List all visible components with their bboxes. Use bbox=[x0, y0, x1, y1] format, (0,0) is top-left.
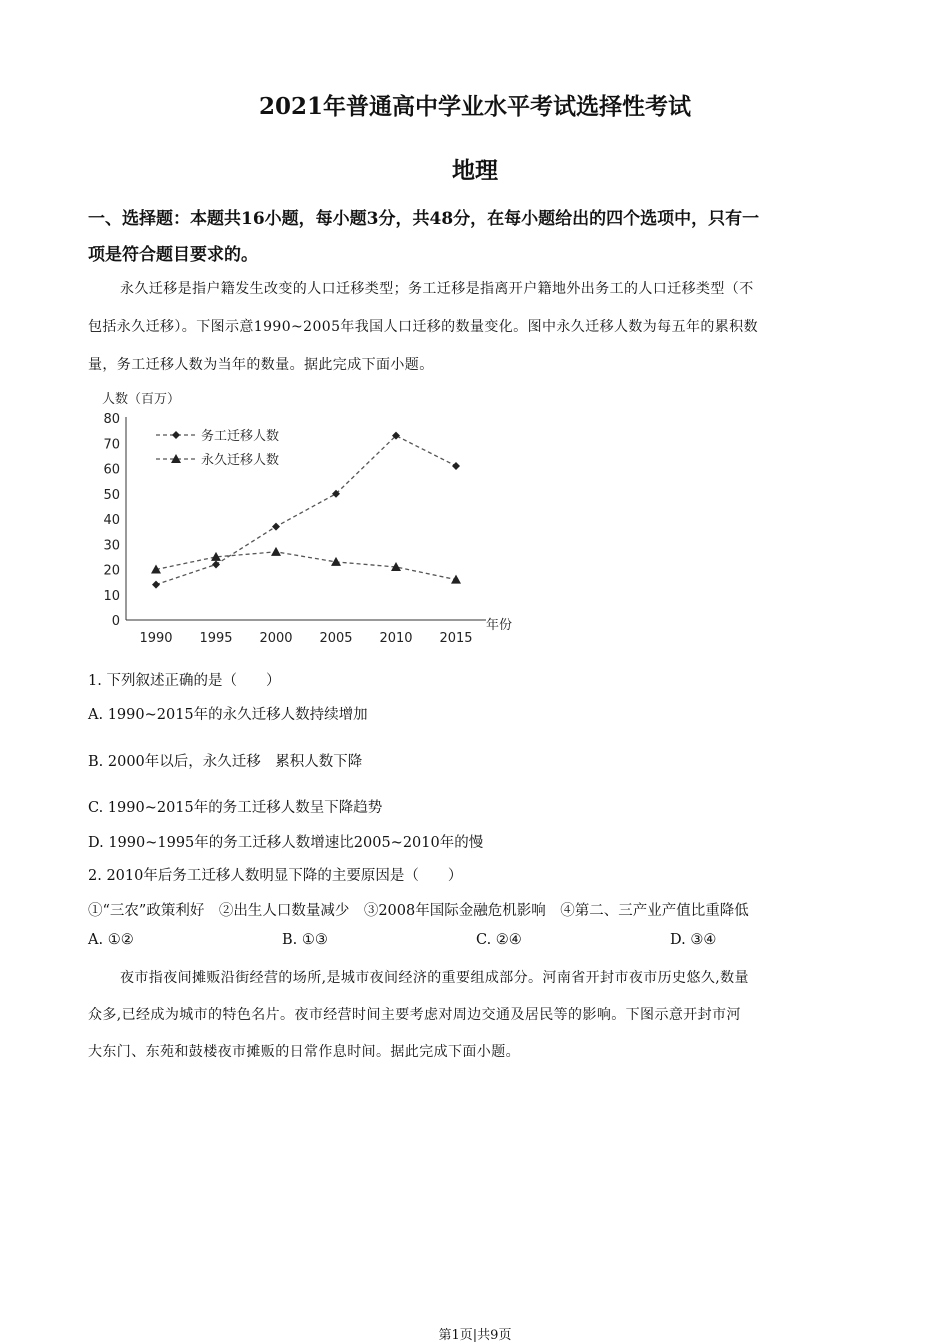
y-tick-label: 30 bbox=[103, 538, 120, 554]
permanent-data-point bbox=[271, 547, 281, 556]
y-tick-label: 0 bbox=[111, 614, 120, 629]
passage1-line3: 量，务工迁移人数为当年的数量。据此完成下面小题。 bbox=[88, 357, 434, 373]
permanent-data-point bbox=[451, 575, 461, 584]
x-tick-label: 1990 bbox=[139, 631, 173, 646]
section-heading-line1: 一、选择题：本题共16小题，每小题3分，共48分，在每小题给出的四个选项中，只有一 bbox=[88, 209, 760, 229]
exam-title: 2021年普通高中学业水平考试选择性考试 bbox=[258, 93, 691, 120]
worker-data-point bbox=[152, 581, 160, 589]
q1-option-c: C. 1990~2015年的务工迁移人数呈下降趋势 bbox=[88, 800, 383, 816]
x-tick-label: 2015 bbox=[439, 631, 473, 646]
q2-option-c: C. ②④ bbox=[476, 932, 522, 948]
q2-stem: 2. 2010年后务工迁移人数明显下降的主要原因是（ ） bbox=[88, 868, 463, 884]
q1-option-a: A. 1990~2015年的永久迁移人数持续增加 bbox=[88, 707, 368, 723]
page-footer: 第1页|共9页 bbox=[438, 1328, 512, 1343]
y-tick-label: 20 bbox=[103, 563, 120, 579]
x-tick-label: 1995 bbox=[199, 631, 233, 646]
q2-statements: ①“三农”政策利好 ②出生人口数量减少 ③2008年国际金融危机影响 ④第二、三产业产值比重降低 bbox=[88, 903, 749, 919]
passage1-line2: 包括永久迁移）。下图示意1990~2005年我国人口迁移的数量变化。图中永久迁移人数为每五年的累积数 bbox=[88, 319, 758, 335]
q2-option-d: D. ③④ bbox=[670, 932, 717, 948]
x-tick-label: 2005 bbox=[319, 631, 353, 646]
worker-data-point bbox=[212, 560, 220, 568]
y-tick-label: 50 bbox=[103, 487, 120, 503]
section-heading-line2: 项是符合题目要求的。 bbox=[88, 245, 258, 265]
y-tick-label: 80 bbox=[103, 412, 120, 427]
legend-label-worker: 务工迁移人数 bbox=[201, 429, 280, 444]
passage2-line2: 众多,已经成为城市的特色名片。夜市经营时间主要考虑对周边交通及居民等的影响。下图示意开封市河 bbox=[88, 1007, 741, 1023]
x-axis-label: 年份 bbox=[486, 618, 513, 633]
y-tick-label: 70 bbox=[103, 437, 120, 453]
q1-option-b: B. 2000年以后，永久迁移 累积人数下降 bbox=[88, 754, 363, 770]
x-tick-label: 2000 bbox=[259, 631, 293, 646]
q1-stem: 1. 下列叙述正确的是（ ） bbox=[88, 673, 281, 689]
y-tick-label: 60 bbox=[103, 462, 120, 478]
q1-option-d: D. 1990~1995年的务工迁移人数增速比2005~2010年的慢 bbox=[88, 835, 484, 851]
y-tick-label: 40 bbox=[103, 513, 120, 528]
worker-data-point bbox=[272, 523, 280, 531]
series-line-permanent bbox=[156, 552, 456, 580]
passage2-line3: 大东门、东苑和鼓楼夜市摊贩的日常作息时间。据此完成下面小题。 bbox=[88, 1044, 520, 1060]
migration-line-chart bbox=[96, 385, 526, 647]
q2-option-a: A. ①② bbox=[88, 932, 134, 948]
worker-data-point bbox=[452, 462, 460, 470]
x-tick-label: 2010 bbox=[379, 631, 413, 646]
passage2-line1: 夜市指夜间摊贩沿街经营的场所,是城市夜间经济的重要组成部分。河南省开封市夜市历史悠久,数量 bbox=[120, 970, 749, 986]
passage1-line1: 永久迁移是指户籍发生改变的人口迁移类型；务工迁移是指离开户籍地外出务工的人口迁移类型（不 bbox=[120, 281, 754, 297]
y-tick-label: 10 bbox=[103, 588, 120, 604]
y-axis-label: 人数（百万） bbox=[102, 392, 181, 407]
subject-title: 地理 bbox=[452, 157, 498, 184]
legend-marker-diamond bbox=[172, 431, 180, 439]
legend-label-permanent: 永久迁移人数 bbox=[201, 453, 280, 468]
q2-option-b: B. ①③ bbox=[282, 932, 328, 948]
